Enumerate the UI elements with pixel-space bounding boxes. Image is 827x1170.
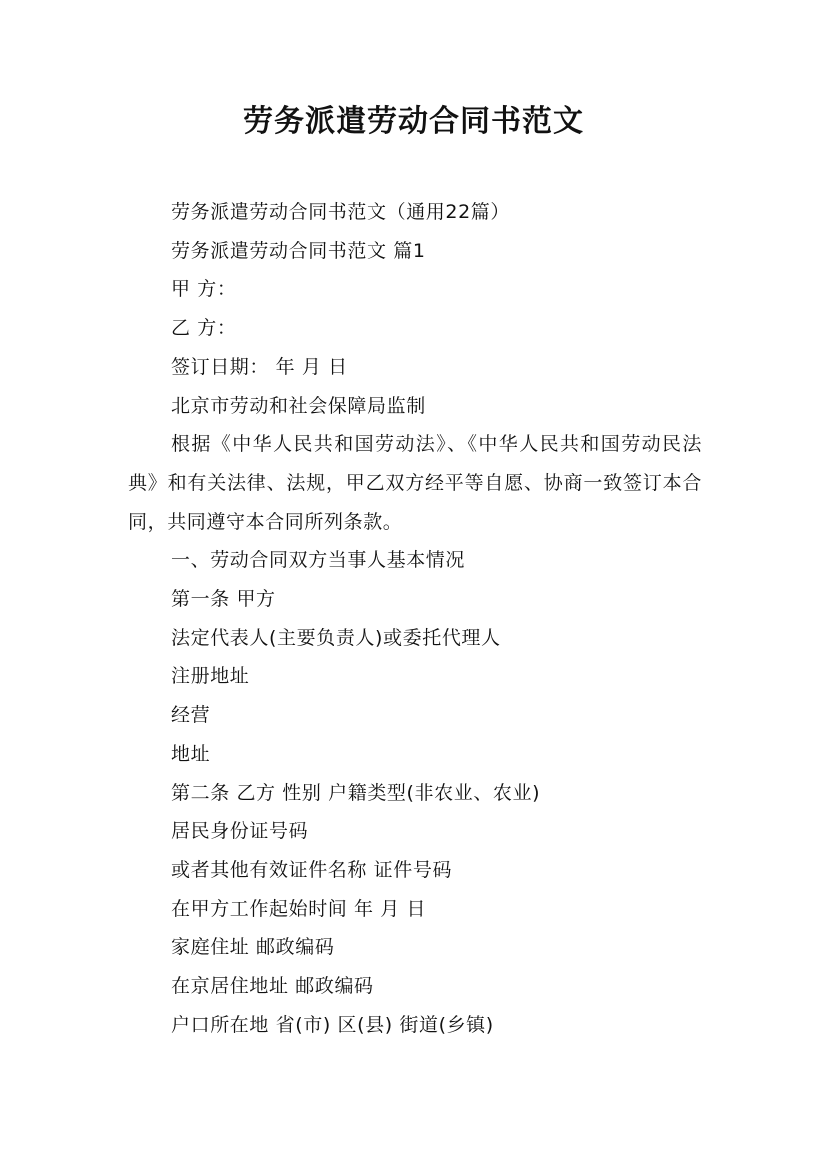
paragraph: 北京市劳动和社会保障局监制 [171,394,426,417]
paragraph: 注册地址 [171,665,250,688]
paragraph: 第一条 甲方 [171,588,276,611]
document-body [128,193,702,1044]
paragraph: 第二条 乙方 性别 户籍类型(非农业、农业) [171,781,541,804]
paragraph: 在京居住地址 邮政编码 [171,975,374,998]
paragraph: 户口所在地 省(市) 区(县) 街道(乡镇) [171,1013,494,1036]
paragraph: 乙 方： [171,317,237,340]
paragraph: 地址 [171,742,211,765]
paragraph: 在甲方工作起始时间 年 月 日 [171,897,427,920]
paragraph: 经营 [171,704,211,727]
paragraph: 或者其他有效证件名称 证件号码 [171,858,453,881]
paragraph: 劳务派遣劳动合同书范文（通用22篇） [171,201,510,223]
paragraph: 法定代表人(主要负责人)或委托代理人 [171,626,501,649]
paragraph: 劳务派遣劳动合同书范文 篇1 [171,239,426,262]
paragraph: 居民身份证号码 [171,820,309,843]
paragraph: 根据《中华人民共和国劳动法》、《中华人民共和国劳动民法典》和有关法律、法规，甲乙双方经平等自愿、协商一致签订本合同，共同遵守本合同所列条款。 [128,433,702,533]
paragraph: 一、劳动合同双方当事人基本情况 [171,549,466,572]
paragraph: 家庭住址 邮政编码 [171,936,335,959]
paragraph: 签订日期： 年 月 日 [171,355,348,378]
paragraph: 甲 方： [171,278,237,301]
document-title: 劳务派遣劳动合同书范文 [243,104,584,139]
